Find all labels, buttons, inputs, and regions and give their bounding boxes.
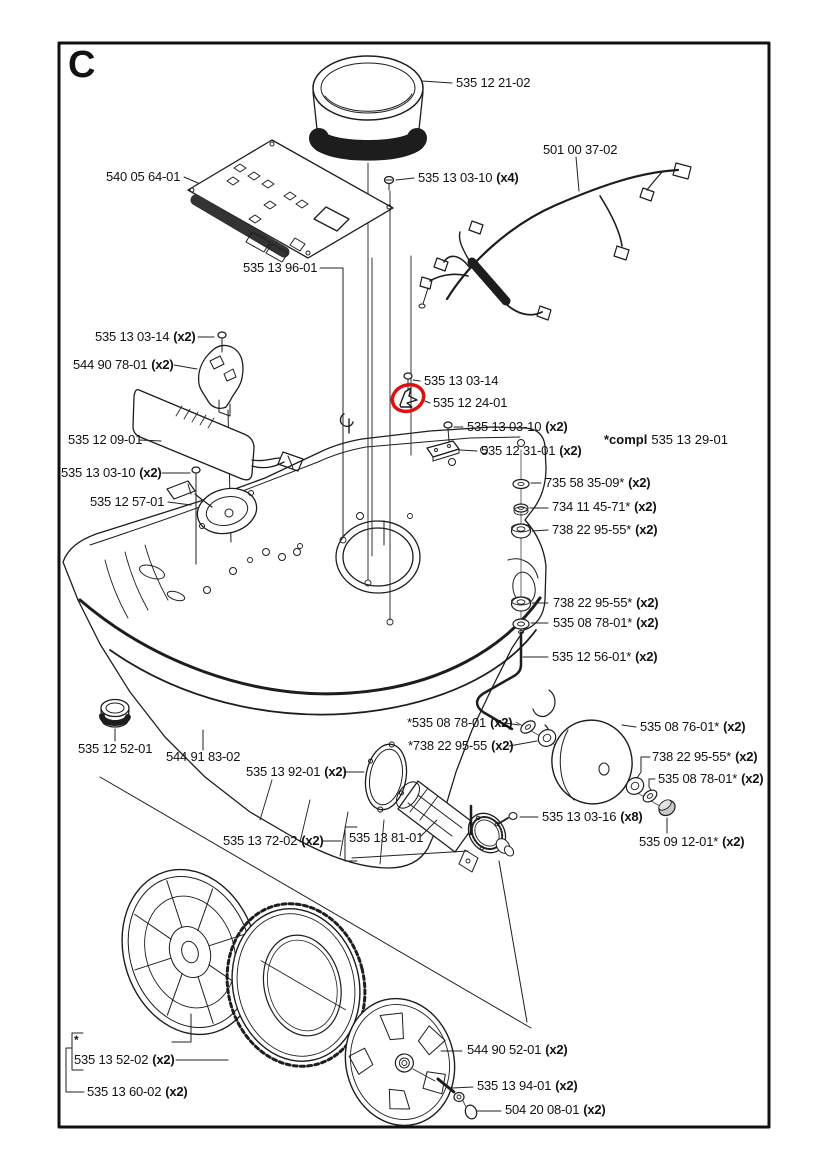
part-label [87,1084,188,1100]
rubber-cap [101,700,129,728]
part-quantity: (x2) [545,419,568,434]
part-number: 535 13 92-01 [246,764,321,779]
part-quantity: (x2) [636,615,659,630]
part-label [68,432,142,448]
part-quantity: (x2) [722,834,745,849]
part-number: 535 13 60-02 [87,1084,162,1099]
part-label [505,1102,606,1118]
part-quantity: (x4) [496,170,519,185]
compl-note [604,432,728,447]
part-quantity: (x2) [152,1052,175,1067]
part-quantity: (x2) [151,357,174,372]
part-number: 535 12 56-01* [552,649,632,664]
part-label [552,499,656,515]
red-highlight-circle [389,380,428,415]
part-number: 535 13 81-01 [349,830,424,845]
part-number: 544 91 83-02 [166,749,241,764]
part-label [658,771,763,787]
part-label [418,170,519,186]
part-number: 535 12 09-01 [68,432,143,447]
part-label [407,715,512,731]
part-label [223,833,324,849]
part-number: 535 13 03-14 [95,329,170,344]
part-number: 535 13 94-01 [477,1078,552,1093]
part-label [553,595,658,611]
part-number: 535 12 52-01 [78,741,153,756]
part-quantity: (x2) [635,649,658,664]
part-number: 535 13 03-10 [61,465,136,480]
part-label [166,749,240,765]
part-label [640,719,745,735]
part-label [477,1078,578,1094]
part-number: 535 12 57-01 [90,494,165,509]
part-number: 535 13 96-01 [243,260,318,275]
part-number: 734 11 45-71* [552,499,631,514]
part-label [456,75,530,91]
part-label [424,373,498,389]
part-quantity: (x2) [634,499,657,514]
part-label [553,615,658,631]
part-label [481,443,582,459]
part-number: 504 20 08-01 [505,1102,580,1117]
figure-letter: C [68,44,96,86]
part-label [639,834,744,850]
part-label [652,749,757,765]
part-label [243,260,317,276]
part-label [95,329,196,345]
compl-note-part: 535 13 29-01 [651,432,728,447]
part-quantity: (x2) [636,595,659,610]
part-quantity: (x2) [490,715,513,730]
part-quantity: (x2) [559,443,582,458]
part-quantity: (x2) [301,833,324,848]
part-number: 544 90 52-01 [467,1042,542,1057]
part-quantity: (x2) [735,749,758,764]
part-number: 738 22 95-55* [553,595,633,610]
part-number: 735 58 35-09* [545,475,625,490]
part-number: 535 12 24-01 [433,395,508,410]
part-number: *535 08 78-01 [407,715,487,730]
compl-note-prefix: *compl [604,432,648,447]
top-drum [313,56,423,160]
part-label [74,1052,175,1068]
part-quantity: (x8) [620,809,643,824]
highlighted-part [389,373,428,416]
part-number: 535 13 03-16 [542,809,617,824]
part-number: 501 00 37-02 [543,142,618,157]
part-number: 535 13 03-14 [424,373,499,388]
part-quantity: (x2) [555,1078,578,1093]
part-number: 535 09 12-01* [639,834,719,849]
part-label [349,830,423,846]
part-number: 540 05 64-01 [106,169,181,184]
part-label [106,169,180,185]
part-label [433,395,507,411]
part-label [552,522,657,538]
part-quantity: (x2) [324,764,347,779]
part-label [408,738,513,754]
part-quantity: (x2) [173,329,196,344]
part-label [73,357,174,373]
part-label [467,419,568,435]
hook [340,414,353,433]
part-label [246,764,347,780]
wiring-harness [419,163,691,320]
part-quantity: (x2) [139,465,162,480]
part-label [467,1042,568,1058]
part-number: 535 08 78-01* [658,771,738,786]
part-quantity: (x2) [628,475,651,490]
part-label [61,465,162,481]
part-number: 535 08 78-01* [553,615,633,630]
part-quantity: (x2) [741,771,764,786]
part-label [545,475,650,491]
screw-icons [385,177,394,191]
part-label [552,649,657,665]
part-quantity: (x2) [545,1042,568,1057]
part-number: 738 22 95-55* [552,522,632,537]
part-number: 535 12 31-01 [481,443,556,458]
part-quantity: (x2) [165,1084,188,1099]
part-quantity: (x2) [491,738,514,753]
part-number: 535 13 03-10 [467,419,542,434]
part-label [78,741,152,757]
part-number: 535 13 72-02 [223,833,298,848]
part-quantity: (x2) [635,522,658,537]
part-label [90,494,164,510]
part-label [543,142,617,158]
part-number: 535 12 21-02 [456,75,531,90]
star-marker: * [74,1033,79,1047]
part-number: 544 90 78-01 [73,357,148,372]
part-label [542,809,643,825]
part-number: 738 22 95-55* [652,749,732,764]
part-number: 535 13 03-10 [418,170,493,185]
part-number: *738 22 95-55 [408,738,488,753]
part-number: 535 13 52-02 [74,1052,149,1067]
part-quantity: (x2) [723,719,746,734]
part-number: 535 08 76-01* [640,719,720,734]
part-quantity: (x2) [583,1102,606,1117]
